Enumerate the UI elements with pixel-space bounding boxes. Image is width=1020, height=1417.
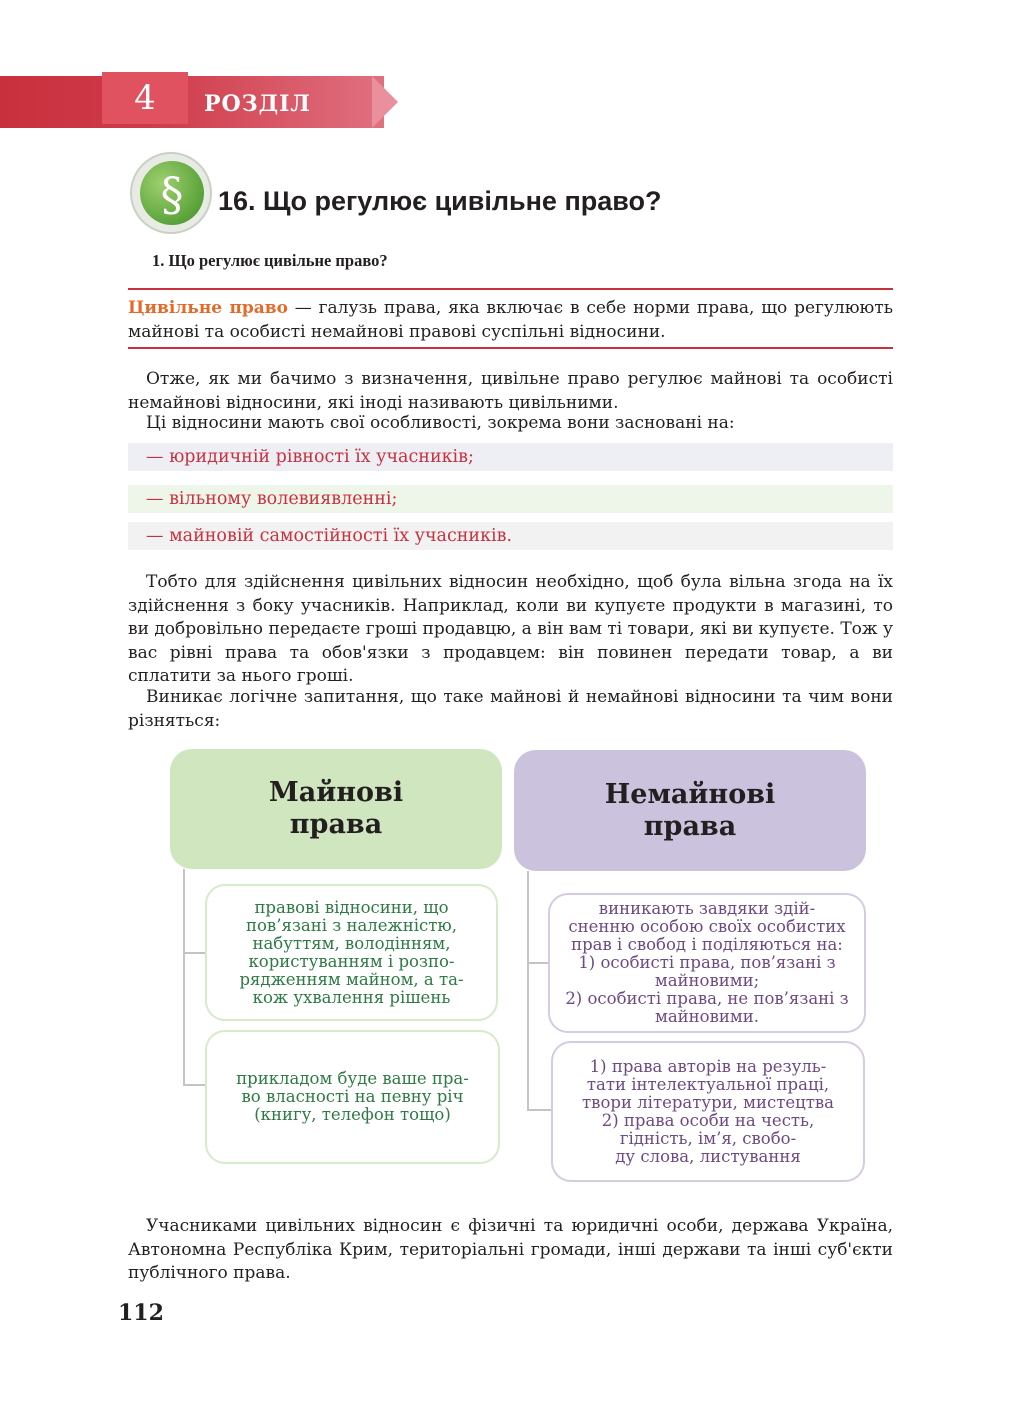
definition-top-rule	[128, 288, 893, 290]
non-property-card-text: 1) права авторів на резуль- тати інтелектуальної праці, твори літератури, мистецтва 2) права особи на честь, гідність, ім’я, свобо- ду слова, листування	[582, 1056, 834, 1166]
non-property-connector	[527, 962, 549, 964]
subsection-title: 1. Що регулює цивільне право?	[152, 251, 388, 270]
feature-item: — майновій самостійності їх учасників.	[128, 522, 893, 550]
non-property-rights-title: Немайнові права	[604, 778, 776, 842]
chapter-banner-arrow	[372, 76, 398, 128]
intro-paragraph-1: Отже, як ми бачимо з визначення, цивільне право регулює майнові та особисті немайнові відносини, які іноді називають цивільними.	[128, 369, 893, 413]
property-card	[205, 884, 498, 1021]
lesson-title: 16. Що регулює цивільне право?	[218, 186, 662, 216]
non-property-card	[551, 1041, 865, 1182]
definition-text: — галузь права, яка включає в себе норми права, що регулюють майнові та особисті немайнові правові суспільні відносини.	[128, 298, 893, 342]
definition-bottom-rule	[128, 347, 893, 349]
definition	[128, 296, 893, 344]
paragraph-sign-icon: §	[140, 161, 204, 225]
body-paragraph-1: Тобто для здійснення цивільних відносин необхідно, щоб була вільна згода на їх здійснення з боку учасників. Наприклад, коли ви купуєте продукти в магазині, то ви добровільно передаєте гроші продавцю, а він вам ті товари, які ви купуєте. Тож у вас рівні права та обов'язки з продавцем: він повинен передати товар, а ви сплатити за нього гроші.	[128, 572, 893, 686]
chapter-banner	[0, 76, 384, 128]
property-card-text: прикладом буде ваше пра- во власності на певну річ (книгу, телефон тощо)	[236, 1069, 469, 1124]
chapter-number: 4	[102, 72, 188, 124]
intro-paragraph-2: Ці відносини мають свої особливості, зокрема вони засновані на:	[146, 413, 735, 433]
property-rights-title: Майнові права	[268, 777, 404, 840]
closing-paragraph: Учасниками цивільних відносин є фізичні та юридичні особи, держава Україна, Автономна Республіка Крим, територіальні громади, інші держави та інші суб'єкти публічного права.	[128, 1216, 893, 1283]
non-property-card	[548, 893, 866, 1033]
body-paragraph-2: Виникає логічне запитання, що таке майнові й немайнові відносини та чим вони різняться:	[128, 687, 893, 731]
property-card-text: правові відносини, що пов’язані з належністю, набуттям, володінням, користуванням і розпо- рядженням майном, а та- кож ухвалення рішень	[239, 897, 464, 1007]
property-connector	[183, 952, 206, 954]
page-number: 112	[118, 1300, 164, 1326]
non-property-connector	[527, 1109, 552, 1111]
property-rights-header	[170, 749, 502, 869]
property-connector	[183, 869, 185, 1086]
property-card	[205, 1030, 500, 1164]
definition-term: Цивільне право	[128, 298, 288, 318]
non-property-rights-header	[514, 750, 866, 871]
chapter-label: РОЗДІЛ	[204, 91, 311, 117]
non-property-connector	[527, 871, 529, 1111]
feature-item: — юридичній рівності їх учасників;	[128, 443, 893, 471]
property-connector	[183, 1084, 206, 1086]
feature-item: — вільному волевиявленні;	[128, 485, 893, 513]
non-property-card-text: виникають завдяки здій- сненню особою своїх особистих прав і свобод і поділяються на: 1) особисті права, пов’язані з майновими; 2) особисті права, не пов’язані з майновими.	[565, 899, 849, 1026]
